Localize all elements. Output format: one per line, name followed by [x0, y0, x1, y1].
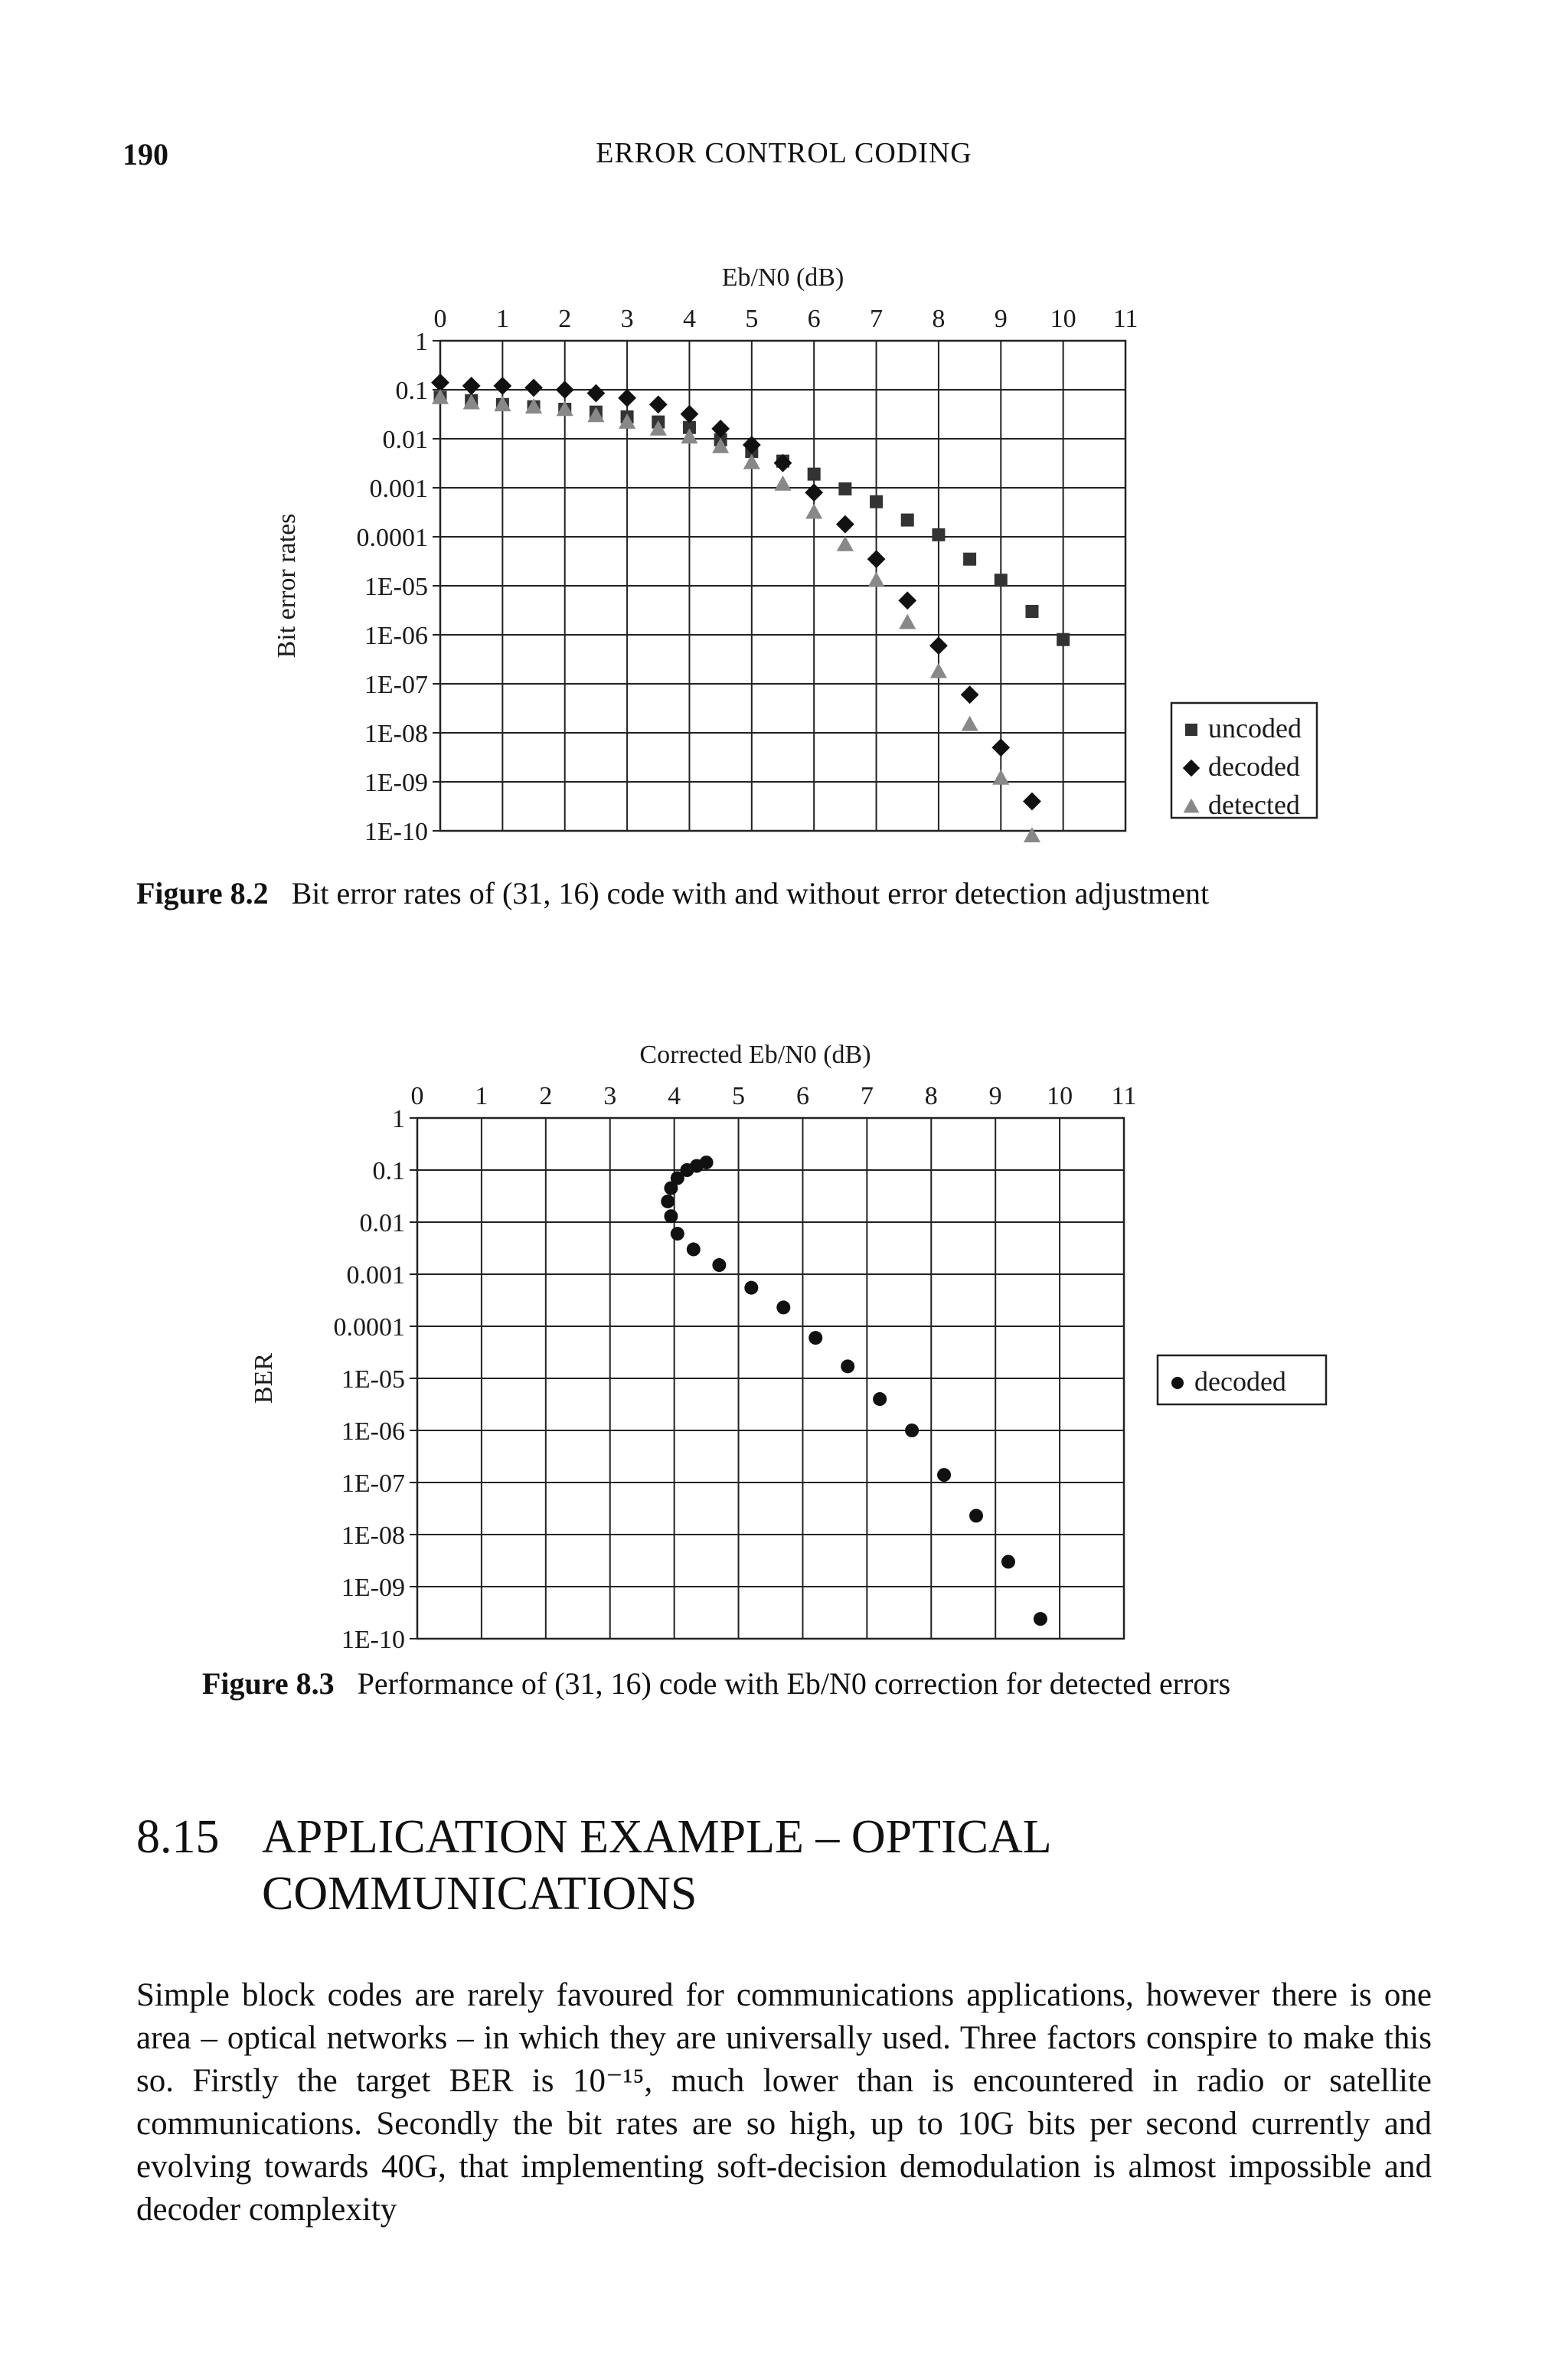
figure-8-2-label: Figure 8.2 [136, 876, 269, 910]
chart1-uncoded-point [808, 468, 821, 481]
chart2-x-tick-label: 7 [860, 1082, 874, 1110]
chart2-y-tick-label: 0.1 [372, 1157, 405, 1185]
chart1-x-tick-label: 3 [620, 305, 634, 333]
chart1-x-tick-label: 11 [1112, 305, 1138, 333]
figure-8-3-caption-text: Performance of (31, 16) code with Eb/N0 correction for detected errors [357, 1666, 1231, 1701]
chart2-decoded-point [969, 1509, 983, 1522]
chart1-x-axis-title: Eb/N0 (dB) [721, 263, 844, 292]
chart1-legend-marker-uncoded [1185, 724, 1197, 736]
figure-8-2-caption-text: Bit error rates of (31, 16) code with and without error detection adjustment [291, 876, 1210, 910]
chart2-x-tick-label: 2 [539, 1082, 553, 1110]
figure-8-2-caption [136, 875, 1209, 911]
chart1-y-tick-label: 1E-05 [364, 573, 428, 601]
chart1-uncoded-point [1057, 633, 1070, 646]
chart1-detected-point [774, 476, 791, 491]
chart2-decoded-point [712, 1258, 726, 1272]
chart1-y-tick-label: 0.0001 [356, 524, 428, 552]
chart1-detected-point [930, 663, 947, 678]
chart2-decoded-point [905, 1424, 919, 1437]
chart1-decoded-point [587, 384, 606, 403]
chart2-decoded-point [671, 1227, 684, 1241]
figure-8-3-label: Figure 8.3 [202, 1666, 335, 1701]
chart1-x-tick-label: 7 [870, 305, 884, 333]
chart2-x-tick-label: 6 [795, 1082, 809, 1110]
chart2-decoded-point [664, 1209, 678, 1223]
chart1-detected-point [867, 572, 884, 587]
chart2-x-tick-label: 11 [1111, 1082, 1137, 1110]
chart1-y-tick-label: 1E-09 [364, 769, 428, 797]
chart1-decoded-point [462, 377, 481, 395]
chart1-uncoded-point [963, 553, 976, 566]
chart1-decoded-point [867, 550, 886, 568]
chart1-decoded-point [991, 738, 1010, 757]
chart1-legend-label-detected: detected [1208, 789, 1300, 820]
chart2-x-tick-label: 0 [410, 1082, 424, 1110]
chart1-decoded-point [681, 405, 699, 423]
chart2-x-tick-label: 10 [1047, 1082, 1073, 1110]
chart1-decoded-point [618, 389, 636, 407]
figure-8-3-chart [0, 995, 1568, 1868]
chart1-uncoded-point [1025, 605, 1038, 618]
chart1-detected-point [962, 716, 978, 731]
chart1-x-tick-label: 2 [558, 305, 572, 333]
chart1-x-tick-label: 0 [433, 305, 447, 333]
chart2-y-tick-label: 1E-10 [341, 1626, 405, 1654]
chart2-y-tick-label: 0.0001 [333, 1313, 405, 1342]
section-number: 8.15 [136, 1811, 220, 1863]
chart1-decoded-point [649, 395, 668, 414]
section-title-line1: APPLICATION EXAMPLE – OPTICAL [262, 1811, 1052, 1863]
chart1-detected-point [1024, 827, 1040, 842]
chart1-x-tick-label: 1 [495, 305, 509, 333]
section-heading [136, 1809, 1052, 1922]
chart2-y-axis-title: BER [250, 1352, 278, 1404]
chart1-legend-label-uncoded: uncoded [1208, 713, 1302, 744]
chart2-y-tick-label: 1E-07 [341, 1469, 405, 1498]
chart1-decoded-point [836, 515, 854, 534]
chart2-x-tick-label: 9 [988, 1082, 1002, 1110]
chart1-decoded-point [493, 377, 511, 395]
chart2-legend-label-decoded: decoded [1194, 1366, 1286, 1397]
chart1-decoded-point [805, 483, 823, 502]
chart2-decoded-point [744, 1281, 758, 1295]
chart1-y-tick-label: 1E-08 [364, 720, 428, 748]
chart2-decoded-point [841, 1359, 854, 1373]
chart1-decoded-point [898, 591, 916, 610]
chart2-decoded-point [808, 1331, 822, 1345]
chart1-detected-point [837, 536, 854, 551]
chart1-y-tick-label: 1E-06 [364, 622, 428, 650]
chart1-decoded-point [1023, 793, 1041, 811]
chart2-decoded-point [1034, 1612, 1047, 1626]
chart1-y-tick-label: 0.001 [369, 475, 428, 503]
chart1-detected-point [805, 504, 822, 519]
chart1-y-tick-label: 0.1 [395, 377, 428, 405]
chart2-x-tick-label: 3 [603, 1082, 617, 1110]
chart1-x-tick-label: 9 [994, 305, 1008, 333]
section-title-line2: COMMUNICATIONS [262, 1868, 697, 1920]
chart1-x-tick-label: 10 [1050, 305, 1076, 333]
chart2-y-tick-label: 0.001 [346, 1261, 405, 1290]
running-header: ERROR CONTROL CODING [596, 137, 972, 169]
figure-8-2-chart [0, 0, 1568, 858]
chart2-decoded-point [1001, 1555, 1015, 1569]
chart1-decoded-point [556, 381, 574, 399]
chart1-y-tick-label: 1 [415, 328, 428, 356]
chart1-decoded-point [961, 685, 979, 704]
chart1-uncoded-point [932, 528, 945, 541]
chart2-x-tick-label: 5 [732, 1082, 746, 1110]
body-paragraph: Simple block codes are rarely favoured for communications applications, however there is one area – optical networks – in which they are universally used. Three factors conspire to make this so. Firstly the target BER is 10⁻¹⁵, much lower than is encountered in radio or satellite communications. Secondly the bit rates are so high, up to 10G bits per second currently and evolving towards 40G, that implementing soft-decision demodulation is almost impossible and decoder complexity [136, 1977, 1432, 2228]
chart1-x-tick-label: 5 [745, 305, 759, 333]
chart2-decoded-point [661, 1195, 675, 1208]
chart1-detected-point [899, 614, 916, 629]
chart2-x-tick-label: 1 [475, 1082, 488, 1110]
chart1-x-tick-label: 4 [682, 305, 696, 333]
chart1-x-tick-label: 6 [807, 305, 821, 333]
chart2-y-tick-label: 1E-06 [341, 1417, 405, 1446]
chart2-decoded-point [664, 1182, 678, 1195]
chart1-legend-label-decoded: decoded [1208, 751, 1300, 782]
chart2-x-tick-label: 4 [668, 1082, 681, 1110]
chart2-y-tick-label: 1 [392, 1105, 405, 1133]
chart2-decoded-point [687, 1243, 701, 1257]
chart1-y-axis-title: Bit error rates [273, 513, 301, 659]
chart1-decoded-point [524, 378, 543, 397]
chart1-uncoded-point [838, 482, 851, 495]
figure-8-3-caption [202, 1666, 1230, 1701]
page-number: 190 [122, 137, 168, 172]
chart1-y-tick-label: 1E-10 [364, 818, 428, 846]
chart1-detected-point [992, 770, 1009, 785]
chart1-decoded-point [929, 636, 948, 655]
chart2-x-tick-label: 8 [924, 1082, 938, 1110]
chart2-y-tick-label: 1E-05 [341, 1365, 405, 1394]
chart2-decoded-point [776, 1300, 790, 1314]
chart1-x-tick-label: 8 [932, 305, 946, 333]
chart2-decoded-point [937, 1468, 951, 1482]
chart2-decoded-point [873, 1392, 887, 1406]
chart2-y-tick-label: 0.01 [359, 1209, 405, 1237]
chart2-x-axis-title: Corrected Eb/N0 (dB) [639, 1041, 871, 1069]
chart2-y-tick-label: 1E-09 [341, 1574, 405, 1602]
chart2-y-tick-label: 1E-08 [341, 1522, 405, 1550]
chart1-uncoded-point [901, 514, 914, 527]
chart1-y-tick-label: 0.01 [382, 426, 428, 454]
chart2-legend-marker-decoded [1171, 1377, 1184, 1389]
chart1-y-tick-label: 1E-07 [364, 671, 428, 699]
chart1-uncoded-point [870, 495, 883, 508]
chart1-uncoded-point [995, 574, 1008, 587]
